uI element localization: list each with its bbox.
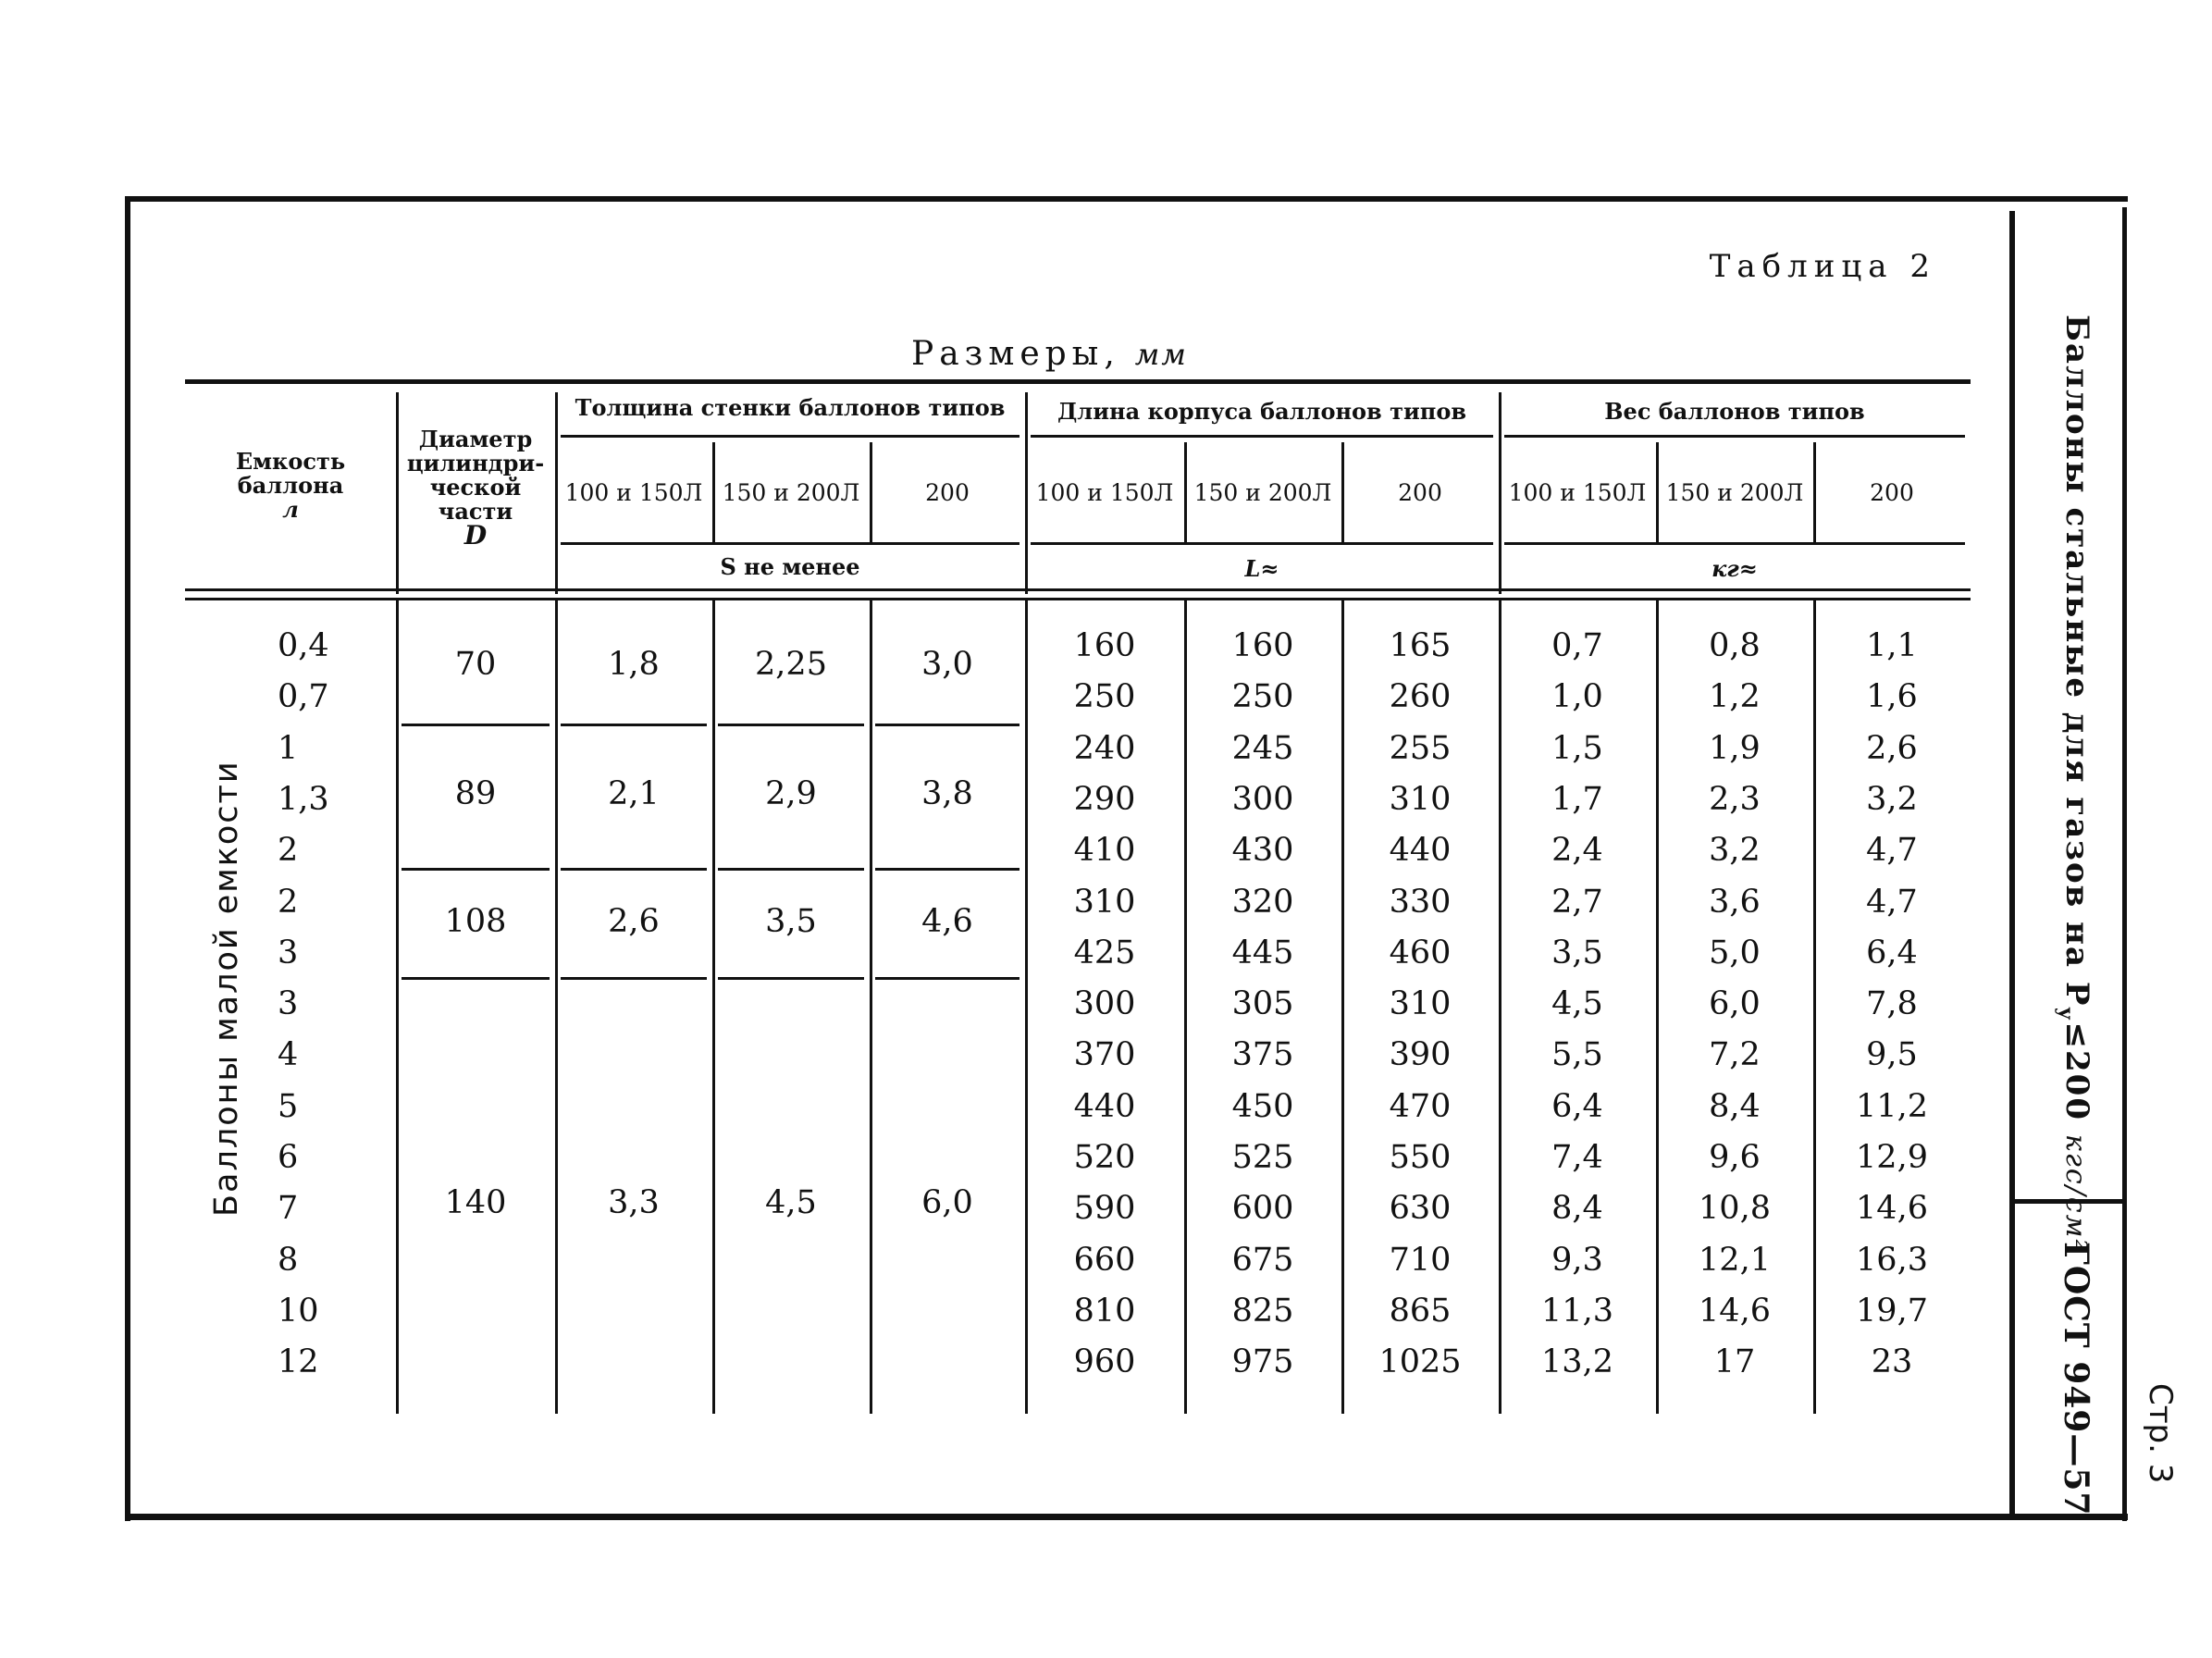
capacity-cell: 2 [278, 883, 299, 921]
length-cell: 460 [1389, 934, 1452, 971]
group-subrule [561, 435, 1019, 438]
weight-cell: 1,9 [1709, 729, 1761, 767]
wall-thickness-cell: 2,1 [608, 775, 660, 812]
diameter-header-line: Диаметр [418, 426, 533, 452]
capacity-cell: 4 [278, 1036, 299, 1074]
wall-thickness-cell: 2,25 [755, 646, 827, 683]
weight-unit-header: кг≈ [1712, 555, 1758, 582]
dimensions-unit: мм [1134, 337, 1188, 372]
type-header-type_a: 100 и 150Л [1508, 479, 1647, 506]
weight-cell: 4,7 [1866, 832, 1918, 870]
length-cell: 810 [1073, 1292, 1136, 1330]
weight-cell: 8,4 [1709, 1087, 1761, 1125]
length-cell: 375 [1231, 1036, 1294, 1074]
capacity-cell: 0,7 [278, 678, 329, 716]
title-value: ≤200 [2058, 1021, 2095, 1121]
weight-cell: 12,1 [1699, 1241, 1771, 1279]
length-cell: 660 [1073, 1241, 1136, 1279]
weight-cell: 9,5 [1866, 1036, 1918, 1074]
length-cell: 310 [1389, 985, 1452, 1023]
type-header-type_c: 200 [1398, 479, 1442, 506]
body-col-rule [870, 600, 872, 1414]
length-cell: 410 [1073, 832, 1136, 870]
capacity-cell: 10 [278, 1292, 319, 1330]
weight-cell: 1,7 [1551, 780, 1603, 818]
length-cell: 370 [1073, 1036, 1136, 1074]
length-cell: 590 [1073, 1190, 1136, 1228]
merge-separator [561, 977, 707, 980]
capacity-header-line: л [282, 496, 299, 523]
length-cell: 250 [1231, 678, 1294, 716]
diameter-cell: 70 [454, 646, 497, 683]
type-header-type_b: 150 и 200Л [722, 479, 860, 506]
capacity-cell: 6 [278, 1139, 299, 1176]
length-cell: 160 [1231, 627, 1294, 664]
side-divider [2009, 211, 2015, 1516]
merge-separator [561, 724, 707, 726]
length-cell: 330 [1389, 883, 1452, 921]
weight-cell: 0,8 [1709, 627, 1761, 664]
capacity-cell: 1,3 [278, 780, 329, 818]
weight-cell: 9,3 [1551, 1241, 1603, 1279]
weight-cell: 7,2 [1709, 1036, 1761, 1074]
title-unit: кгс/см² [2059, 1133, 2092, 1253]
diameter-cell: 89 [454, 775, 497, 812]
length-cell: 260 [1389, 678, 1452, 716]
capacity-cell: 3 [278, 985, 299, 1023]
diameter-header [396, 426, 555, 551]
capacity-header-line: баллона [237, 472, 344, 499]
length-cell: 675 [1231, 1241, 1294, 1279]
wall-thickness-cell: 1,8 [608, 646, 660, 683]
length-cell: 450 [1231, 1087, 1294, 1125]
weight-cell: 6,4 [1551, 1087, 1603, 1125]
title-text: Баллоны стальные для газов на P [2058, 315, 2095, 1008]
weight-cell: 1,6 [1866, 678, 1918, 716]
diameter-header-line: цилиндри- [406, 450, 545, 476]
weight-cell: 9,6 [1709, 1139, 1761, 1176]
weight-cell: 11,3 [1541, 1292, 1613, 1330]
type-header-type_a: 100 и 150Л [564, 479, 703, 506]
weight-cell: 4,7 [1866, 883, 1918, 921]
weight-cell: 11,2 [1856, 1087, 1928, 1125]
merge-separator [402, 977, 550, 980]
weight-cell: 13,2 [1541, 1343, 1613, 1381]
weight-cell: 8,4 [1551, 1190, 1603, 1228]
group-label: Баллоны малой емкости [208, 760, 245, 1217]
length-cell: 525 [1231, 1139, 1294, 1176]
merge-separator [875, 724, 1019, 726]
capacity-cell: 7 [278, 1190, 299, 1228]
document-title [2054, 315, 2095, 1253]
weight-cell: 3,6 [1709, 883, 1761, 921]
weight-cell: 6,0 [1709, 985, 1761, 1023]
capacity-cell: 8 [278, 1241, 299, 1279]
length-cell: 865 [1389, 1292, 1452, 1330]
weight-cell: 19,7 [1856, 1292, 1928, 1330]
body-col-rule [712, 600, 715, 1414]
dimensions-label: Размеры, [911, 335, 1120, 373]
unit-subrule [1504, 542, 1965, 545]
length-cell: 240 [1073, 729, 1136, 767]
length-cell: 430 [1231, 832, 1294, 870]
wall-thickness-cell: 6,0 [921, 1184, 973, 1221]
diameter-header-line: части [438, 498, 513, 525]
length-cell: 310 [1389, 780, 1452, 818]
frame-right-border [2122, 207, 2127, 1521]
length-cell: 300 [1073, 985, 1136, 1023]
weight-cell: 7,4 [1551, 1139, 1603, 1176]
weight-cell: 16,3 [1856, 1241, 1928, 1279]
merge-separator [561, 868, 707, 871]
capacity-header [185, 450, 396, 522]
merge-separator [718, 724, 864, 726]
wall-thickness-group-header: Толщина стенки баллонов типов [575, 394, 1006, 421]
type-header-type_c: 200 [925, 479, 970, 506]
body-col-rule [555, 600, 558, 1414]
weight-cell: 3,5 [1551, 934, 1603, 971]
length-cell: 630 [1389, 1190, 1452, 1228]
diameter-header-line: ческой [429, 474, 522, 501]
length-cell: 550 [1389, 1139, 1452, 1176]
length-cell: 825 [1231, 1292, 1294, 1330]
wall-thickness-cell: 4,6 [921, 903, 973, 940]
length-cell: 300 [1231, 780, 1294, 818]
weight-cell: 17 [1713, 1343, 1756, 1381]
weight-cell: 3,2 [1866, 780, 1918, 818]
weight-group-header: Вес баллонов типов [1604, 398, 1865, 425]
length-cell: 320 [1231, 883, 1294, 921]
diameter-cell: 108 [444, 903, 507, 940]
header-top-rule [185, 379, 1971, 384]
diameter-cell: 140 [444, 1184, 507, 1221]
weight-cell: 4,5 [1551, 985, 1603, 1023]
length-cell: 165 [1389, 627, 1452, 664]
weight-cell: 2,4 [1551, 832, 1603, 870]
length-cell: 440 [1389, 832, 1452, 870]
length-cell: 440 [1073, 1087, 1136, 1125]
length-cell: 470 [1389, 1087, 1452, 1125]
capacity-cell: 0,4 [278, 627, 329, 664]
table-label: Таблица 2 [1709, 248, 1936, 285]
wall-thickness-cell: 3,0 [921, 646, 973, 683]
length-cell: 975 [1231, 1343, 1294, 1381]
wall-thickness-cell: 3,8 [921, 775, 973, 812]
wall-unit-header: S не менее [720, 553, 860, 580]
length-unit-header: L≈ [1244, 555, 1279, 582]
weight-cell: 1,1 [1866, 627, 1918, 664]
capacity-cell: 5 [278, 1087, 299, 1125]
wall-thickness-cell: 3,5 [765, 903, 817, 940]
length-cell: 160 [1073, 627, 1136, 664]
unit-subrule [1031, 542, 1493, 545]
length-cell: 710 [1389, 1241, 1452, 1279]
frame-top-border [125, 196, 2128, 202]
header-bottom-rule-1 [185, 588, 1971, 591]
header-bottom-rule-2 [185, 598, 1971, 600]
wall-thickness-cell: 3,3 [608, 1184, 660, 1221]
weight-cell: 1,5 [1551, 729, 1603, 767]
group-subrule [1031, 435, 1493, 438]
dimensions-caption [911, 335, 1188, 373]
weight-cell: 0,7 [1551, 627, 1603, 664]
weight-cell: 2,6 [1866, 729, 1918, 767]
length-cell: 520 [1073, 1139, 1136, 1176]
weight-cell: 12,9 [1856, 1139, 1928, 1176]
capacity-header-line: Емкость [235, 448, 346, 475]
capacity-cell: 3 [278, 934, 299, 971]
weight-cell: 6,4 [1866, 934, 1918, 971]
capacity-cell: 1 [278, 729, 299, 767]
merge-separator [875, 977, 1019, 980]
page-number: Стр. 3 [2142, 1383, 2179, 1484]
merge-separator [402, 724, 550, 726]
weight-cell: 2,3 [1709, 780, 1761, 818]
length-cell: 305 [1231, 985, 1294, 1023]
length-group-header: Длина корпуса баллонов типов [1057, 398, 1467, 425]
capacity-cell: 2 [278, 832, 299, 870]
wall-thickness-cell: 4,5 [765, 1184, 817, 1221]
body-col-rule [396, 600, 399, 1414]
diameter-header-line: D [463, 520, 488, 551]
length-cell: 255 [1389, 729, 1452, 767]
unit-subrule [561, 542, 1019, 545]
frame-left-border [125, 196, 130, 1521]
length-cell: 425 [1073, 934, 1136, 971]
weight-cell: 23 [1871, 1343, 1913, 1381]
wall-thickness-cell: 2,9 [765, 775, 817, 812]
length-cell: 290 [1073, 780, 1136, 818]
length-cell: 600 [1231, 1190, 1294, 1228]
weight-cell: 1,2 [1709, 678, 1761, 716]
frame-bottom-border [125, 1514, 2128, 1520]
weight-cell: 2,7 [1551, 883, 1603, 921]
weight-cell: 14,6 [1699, 1292, 1771, 1330]
weight-cell: 3,2 [1709, 832, 1761, 870]
weight-cell: 5,0 [1709, 934, 1761, 971]
length-cell: 1025 [1378, 1343, 1462, 1381]
type-header-type_c: 200 [1870, 479, 1914, 506]
merge-separator [402, 868, 550, 871]
weight-cell: 7,8 [1866, 985, 1918, 1023]
type-header-type_b: 150 и 200Л [1193, 479, 1332, 506]
merge-separator [718, 977, 864, 980]
length-cell: 960 [1073, 1343, 1136, 1381]
merge-separator [718, 868, 864, 871]
weight-cell: 5,5 [1551, 1036, 1603, 1074]
type-header-type_b: 150 и 200Л [1665, 479, 1804, 506]
wall-thickness-cell: 2,6 [608, 903, 660, 940]
length-cell: 390 [1389, 1036, 1452, 1074]
type-header-type_a: 100 и 150Л [1035, 479, 1174, 506]
length-cell: 445 [1231, 934, 1294, 971]
group-subrule [1504, 435, 1965, 438]
weight-cell: 10,8 [1699, 1190, 1771, 1228]
gost-number: ГОСТ 949—57 [2057, 1242, 2095, 1516]
length-cell: 310 [1073, 883, 1136, 921]
weight-cell: 14,6 [1856, 1190, 1928, 1228]
title-subscript: у [2054, 1007, 2079, 1022]
weight-cell: 1,0 [1551, 678, 1603, 716]
length-cell: 250 [1073, 678, 1136, 716]
merge-separator [875, 868, 1019, 871]
length-cell: 245 [1231, 729, 1294, 767]
capacity-cell: 12 [278, 1343, 319, 1381]
